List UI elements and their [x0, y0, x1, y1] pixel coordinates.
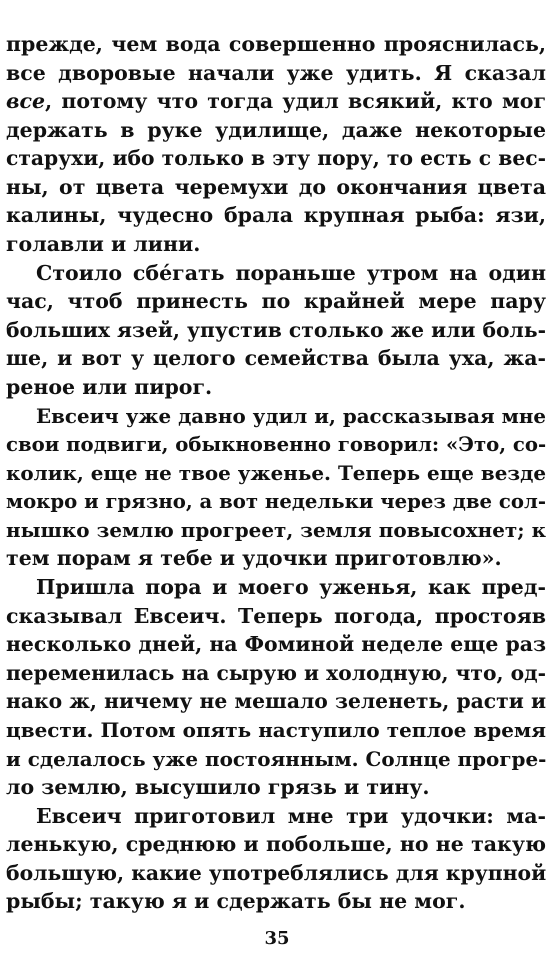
text-line: Стоило сбе́гать пораньше утром на один — [36, 261, 546, 285]
text-line: ленькую, среднюю и побольше, но не такую — [6, 832, 546, 856]
text-line: нако ж, ничему не мешало зеленеть, расти и — [6, 689, 546, 713]
text-line: реное или пирог. — [6, 375, 213, 399]
text-line: час, чтоб принесть по крайней мере пару — [6, 289, 546, 313]
text-line: свои подвиги, обыкновенно говорил: «Это, со- — [6, 433, 547, 456]
text-line: Евсеич уже давно удил и, рассказывая мне — [36, 404, 546, 428]
text-line — [6, 87, 546, 116]
text-line: Пришла пора и моего уженья, как пред- — [36, 575, 546, 599]
text-line: рыбы; такую я и сдержать бы не мог. — [6, 889, 466, 913]
text-line: сказывал Евсеич. Теперь погода, простояв — [6, 604, 546, 628]
text-line: калины, чудесно брала крупная рыба: язи, — [6, 203, 546, 227]
text-line: больших язей, упустив столько же или боль- — [6, 318, 546, 342]
text-line: прежде, чем вода совершенно прояснилась, — [6, 32, 546, 56]
text-line: все дворовые начали уже удить. Я сказал — [6, 61, 546, 85]
text-line: ше, и вот у целого семейства была уха, жа- — [6, 346, 546, 370]
text-line: цвести. Потом опять наступило теплое время — [6, 718, 546, 742]
page-number: 35 — [264, 928, 290, 949]
emphasized-word: все — [6, 89, 45, 113]
text-line-rest: , потому что тогда удил всякий, кто мог — [45, 89, 546, 113]
text-line: и сделалось уже постоянным. Солнце прогре- — [6, 747, 547, 771]
text-line: ло землю, высушило грязь и тину. — [6, 775, 430, 799]
text-line: колик, еще не твое уженье. Теперь еще везде — [6, 461, 546, 485]
text-line: мокро и грязно, а вот недельки через две сол- — [6, 490, 546, 513]
text-line: держать в руке удилище, даже некоторые — [6, 118, 546, 142]
text-line: голавли и лини. — [6, 232, 201, 256]
text-line: тем порам я тебе и удочки приготовлю». — [6, 546, 502, 570]
text-line: переменилась на сырую и холодную, что, од- — [6, 661, 546, 685]
text-line: нышко землю прогреет, земля повысохнет; к — [6, 518, 546, 542]
text-line: старухи, ибо только в эту пору, то есть с вес- — [6, 146, 546, 170]
text-line: большую, какие употреблялись для крупной — [6, 861, 547, 885]
text-line: Евсеич приготовил мне три удочки: ма- — [36, 804, 546, 828]
text-line: ны, от цвета черемухи до окончания цвета — [6, 175, 546, 199]
text-line: несколько дней, на Фоминой неделе еще раз — [6, 632, 546, 656]
